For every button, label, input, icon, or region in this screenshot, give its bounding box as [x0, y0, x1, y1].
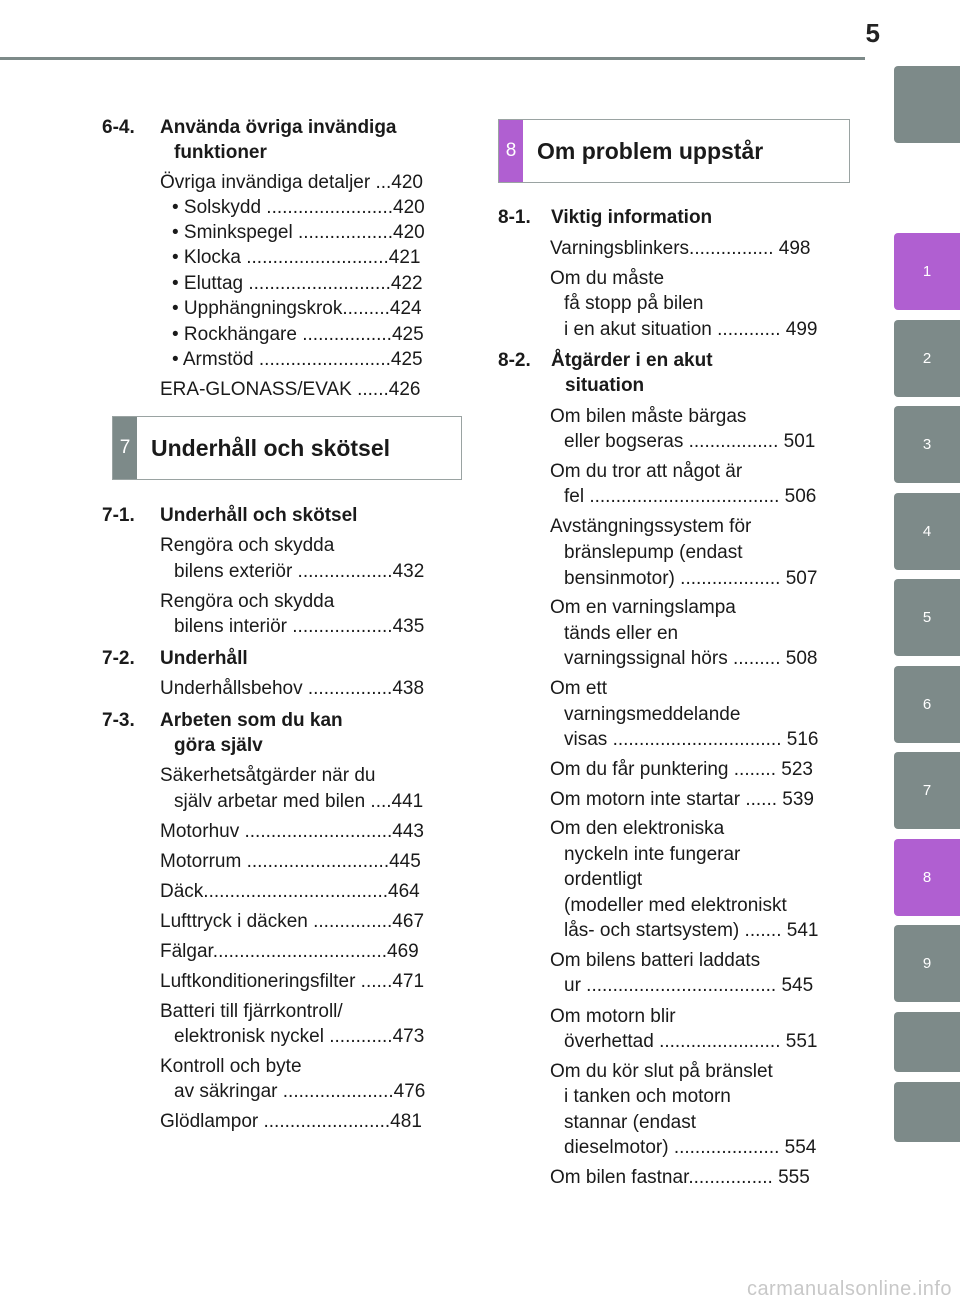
section-num-7-3: 7-3. [102, 710, 135, 731]
section-title-7-2: Underhåll [160, 648, 248, 669]
toc-entry[interactable]: få stopp på bilen [564, 293, 704, 314]
toc-entry[interactable]: Fälgar.................................469 [160, 941, 419, 962]
tab-chapter-4[interactable]: 4 [894, 493, 960, 570]
toc-entry[interactable]: Om du får punktering ........ 523 [550, 759, 813, 780]
toc-entry[interactable]: elektronisk nyckel ............473 [174, 1026, 425, 1047]
toc-entry[interactable]: Om en varningslampa [550, 597, 736, 618]
section-title-7-1: Underhåll och skötsel [160, 505, 358, 526]
toc-entry[interactable]: Om du tror att något är [550, 461, 743, 482]
toc-entry[interactable]: tänds eller en [564, 623, 679, 644]
toc-entry[interactable]: Motorhuv ............................443 [160, 821, 424, 842]
section-title-7-3-cont: göra själv [174, 735, 263, 756]
toc-entry[interactable]: Om du kör slut på bränslet [550, 1061, 773, 1082]
watermark: carmanualsonline.info [746, 1278, 952, 1300]
toc-entry[interactable]: Avstängningssystem för [550, 516, 752, 537]
toc-entry[interactable]: Om bilen fastnar................ 555 [550, 1167, 810, 1188]
toc-entry[interactable]: varningssignal hörs ......... 508 [564, 648, 818, 669]
section-num-6-4: 6-4. [102, 117, 135, 138]
toc-entry[interactable]: nyckeln inte fungerar [564, 844, 741, 865]
section-num-7-2: 7-2. [102, 648, 135, 669]
toc-entry[interactable]: Rengöra och skydda [160, 591, 335, 612]
toc-entry[interactable]: Däck...................................464 [160, 881, 420, 902]
toc-entry[interactable]: i en akut situation ............ 499 [564, 319, 818, 340]
tab-chapter-6[interactable]: 6 [894, 666, 960, 743]
toc-entry[interactable]: i tanken och motorn [564, 1086, 731, 1107]
toc-entry[interactable]: av säkringar .....................476 [174, 1081, 426, 1102]
toc-entry[interactable]: dieselmotor) .................... 554 [564, 1137, 817, 1158]
toc-entry[interactable]: eller bogseras ................. 501 [564, 431, 816, 452]
toc-entry[interactable]: visas ................................ 516 [564, 729, 819, 750]
toc-entry[interactable]: Lufttryck i däcken ...............467 [160, 911, 425, 932]
toc-entry[interactable]: (modeller med elektroniskt [564, 895, 787, 916]
tab-chapter-3[interactable]: 3 [894, 406, 960, 483]
toc-entry[interactable]: • Klocka ...........................421 [172, 247, 421, 268]
toc-entry[interactable]: • Eluttag ...........................422 [172, 273, 423, 294]
toc-entry[interactable]: • Solskydd ........................420 [172, 197, 425, 218]
toc-entry[interactable]: Övriga invändiga detaljer ...420 [160, 172, 423, 193]
toc-entry[interactable]: Underhållsbehov ................438 [160, 678, 425, 699]
toc-entry[interactable]: stannar (endast [564, 1112, 697, 1133]
section-num-8-1: 8-1. [498, 207, 531, 228]
toc-entry[interactable]: Om motorn blir [550, 1006, 676, 1027]
toc-entry[interactable]: • Sminkspegel ..................420 [172, 222, 425, 243]
toc-entry[interactable]: Säkerhetsåtgärder när du [160, 765, 376, 786]
toc-entry[interactable]: varningsmeddelande [564, 704, 741, 725]
section-title-8-2: Åtgärder i en akut [551, 350, 713, 371]
section-num-7-1: 7-1. [102, 505, 135, 526]
toc-entry[interactable]: lås- och startsystem) ....... 541 [564, 920, 819, 941]
tab-chapter-1[interactable]: 1 [894, 233, 960, 310]
toc-entry[interactable]: ur .................................... 545 [564, 975, 814, 996]
section-title-6-4: Använda övriga invändiga [160, 117, 397, 138]
toc-entry[interactable]: Batteri till fjärrkontroll/ [160, 1001, 343, 1022]
toc-entry[interactable]: bränslepump (endast [564, 542, 743, 563]
toc-entry[interactable]: • Armstöd .........................425 [172, 349, 423, 370]
section-title-8-1: Viktig information [551, 207, 713, 228]
toc-entry[interactable]: Om ett [550, 678, 608, 699]
page-number: 5 [865, 18, 880, 48]
toc-entry[interactable]: själv arbetar med bilen ....441 [174, 791, 424, 812]
section-num-8-2: 8-2. [498, 350, 531, 371]
toc-entry[interactable]: Motorrum ...........................445 [160, 851, 421, 872]
toc-entry[interactable]: ERA-GLONASS/EVAK ......426 [160, 379, 421, 400]
toc-entry[interactable]: Rengöra och skydda [160, 535, 335, 556]
chapter-title: Underhåll och skötsel [151, 434, 391, 461]
toc-entry[interactable]: Om den elektroniska [550, 818, 725, 839]
toc-entry[interactable]: bilens interiör ...................435 [174, 616, 425, 637]
chapter-number: 7 [113, 417, 137, 479]
toc-entry[interactable]: • Rockhängare .................425 [172, 324, 424, 345]
toc-entry[interactable]: Om motorn inte startar ...... 539 [550, 789, 814, 810]
toc-entry[interactable]: Luftkonditioneringsfilter ......471 [160, 971, 425, 992]
tab-blank-11[interactable] [894, 1082, 960, 1142]
tab-blank-10[interactable] [894, 1012, 960, 1072]
chapter-8-header [498, 119, 850, 183]
tab-chapter-9[interactable]: 9 [894, 925, 960, 1002]
toc-entry[interactable]: ordentligt [564, 869, 643, 890]
toc-entry[interactable]: fel .................................... 506 [564, 486, 817, 507]
tab-chapter-8[interactable]: 8 [894, 839, 960, 916]
toc-entry[interactable]: Glödlampor ........................481 [160, 1111, 422, 1132]
top-divider [0, 57, 865, 60]
toc-entry[interactable]: Varningsblinkers................ 498 [550, 238, 811, 259]
toc-entry[interactable]: Om bilens batteri laddats [550, 950, 761, 971]
toc-entry[interactable]: Kontroll och byte [160, 1056, 302, 1077]
toc-entry[interactable]: bensinmotor) ................... 507 [564, 568, 818, 589]
toc-entry[interactable]: Om bilen måste bärgas [550, 406, 747, 427]
section-title-8-2-cont: situation [565, 375, 645, 396]
toc-entry[interactable]: • Upphängningskrok.........424 [172, 298, 422, 319]
toc-entry[interactable]: Om du måste [550, 268, 665, 289]
toc-entry[interactable]: bilens exteriör ..................432 [174, 561, 425, 582]
chapter-7-header [112, 416, 462, 480]
toc-entry[interactable]: överhettad ....................... 551 [564, 1031, 818, 1052]
tab-chapter-5[interactable]: 5 [894, 579, 960, 656]
chapter-number: 8 [499, 120, 523, 182]
section-title-6-4-cont: funktioner [174, 142, 267, 163]
tab-blank-top[interactable] [894, 66, 960, 143]
tab-chapter-7[interactable]: 7 [894, 752, 960, 829]
section-title-7-3: Arbeten som du kan [160, 710, 343, 731]
tab-chapter-2[interactable]: 2 [894, 320, 960, 397]
chapter-title: Om problem uppstår [537, 137, 764, 164]
